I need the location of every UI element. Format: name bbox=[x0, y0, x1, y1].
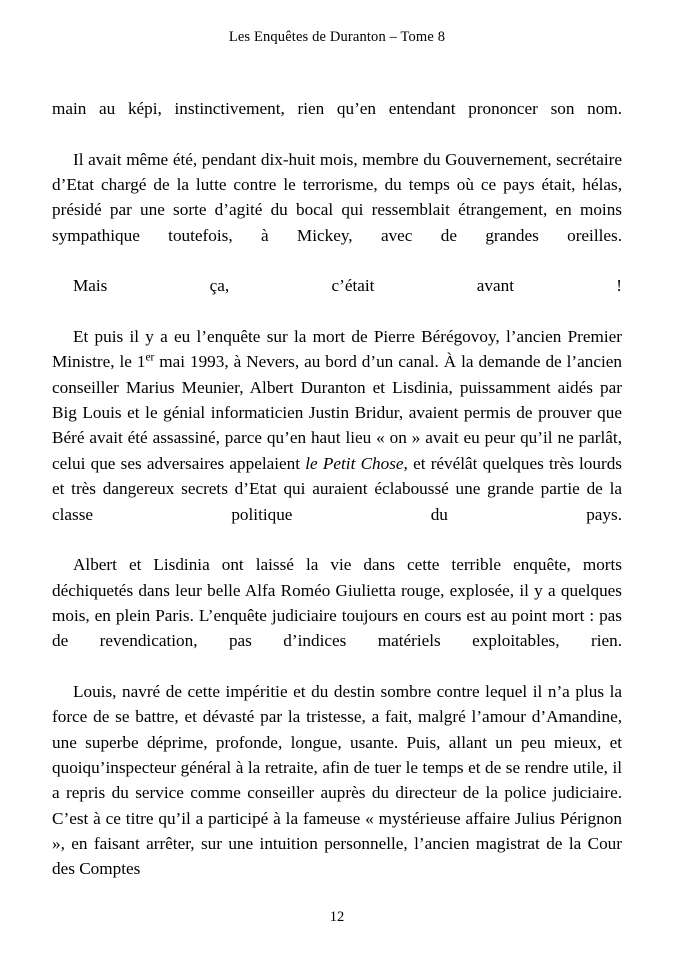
page-number: 12 bbox=[329, 909, 345, 925]
paragraph: Louis, navré de cette impéritie et du destin sombre contre lequel il n’a plus la force de se battre, et dévasté par la tristesse, a fait, malgré l’amour d’Amandine, une superbe déprime, profonde, longue, usante. Puis, allant un peu mieux, et quoiqu’inspecteur général à la retraite, afin de tuer le temps et de se rendre utile, il a repris du service comme conseiller auprès du directeur de la police judiciaire. C’est à ce titre qu’il a participé à la fameuse « mystérieuse affaire Julius Pérignon », en faisant arrêter, sur une intuition personnelle, l’ancien magistrat de la Cour des Comptes bbox=[52, 681, 622, 879]
paragraph-segment: mai 1993, à Nevers, au bord d’un canal. À la demande de l’ancien conseiller Marius Meunier, Albert Duranton et Lisdinia, puissamment aidés par Big Louis et le génial informaticien Justin Bridur, avaient permis de prouver que Béré avait été assassiné, parce qu’en haut lieu « on » avait eu peur qu’il ne parlât, celui que ses adversaires appelaient bbox=[52, 352, 622, 473]
italic-title: le Petit Chose bbox=[305, 453, 404, 473]
paragraph: Albert et Lisdinia ont laissé la vie dans cette terrible enquête, morts déchiquetés dans leur belle Alfa Roméo Giulietta rouge, explosée, il y a quelques mois, en plein Paris. L’enquête judiciaire toujours en cours est au point mort : pas de revendication, pas d’indices matériels exploitables, rien. bbox=[52, 555, 622, 651]
paragraph: Il avait même été, pendant dix-huit mois, membre du Gouvernement, secrétaire d’Etat chargé de la lutte contre le terrorisme, du temps où ce pays était, hélas, présidé par une sorte d’agité du bocal qui ressemblait étrangement, en moins sympathique toutefois, à Mickey, avec de grandes oreilles. bbox=[52, 149, 622, 245]
paragraph: Mais ça, c’était avant ! bbox=[73, 276, 622, 296]
running-header: Les Enquêtes de Duranton – Tome 8 bbox=[228, 29, 446, 45]
ordinal-superscript: er bbox=[145, 351, 155, 364]
paragraph-segment: Et puis il y a eu l’enquête sur la mort de Pierre Bérégovoy, l’ancien Premier Ministre, le 1 bbox=[52, 327, 622, 372]
paragraph: main au képi, instinctivement, rien qu’en entendant prononcer son nom. bbox=[52, 99, 622, 118]
paragraph-rich bbox=[52, 324, 622, 552]
paragraph-segment: , et révélât quelques très lourds et très dangereux secrets d’Etat qui auraient éclaboussé une grande partie de la classe politique du pays. bbox=[52, 453, 622, 524]
page-body-text bbox=[52, 96, 622, 882]
